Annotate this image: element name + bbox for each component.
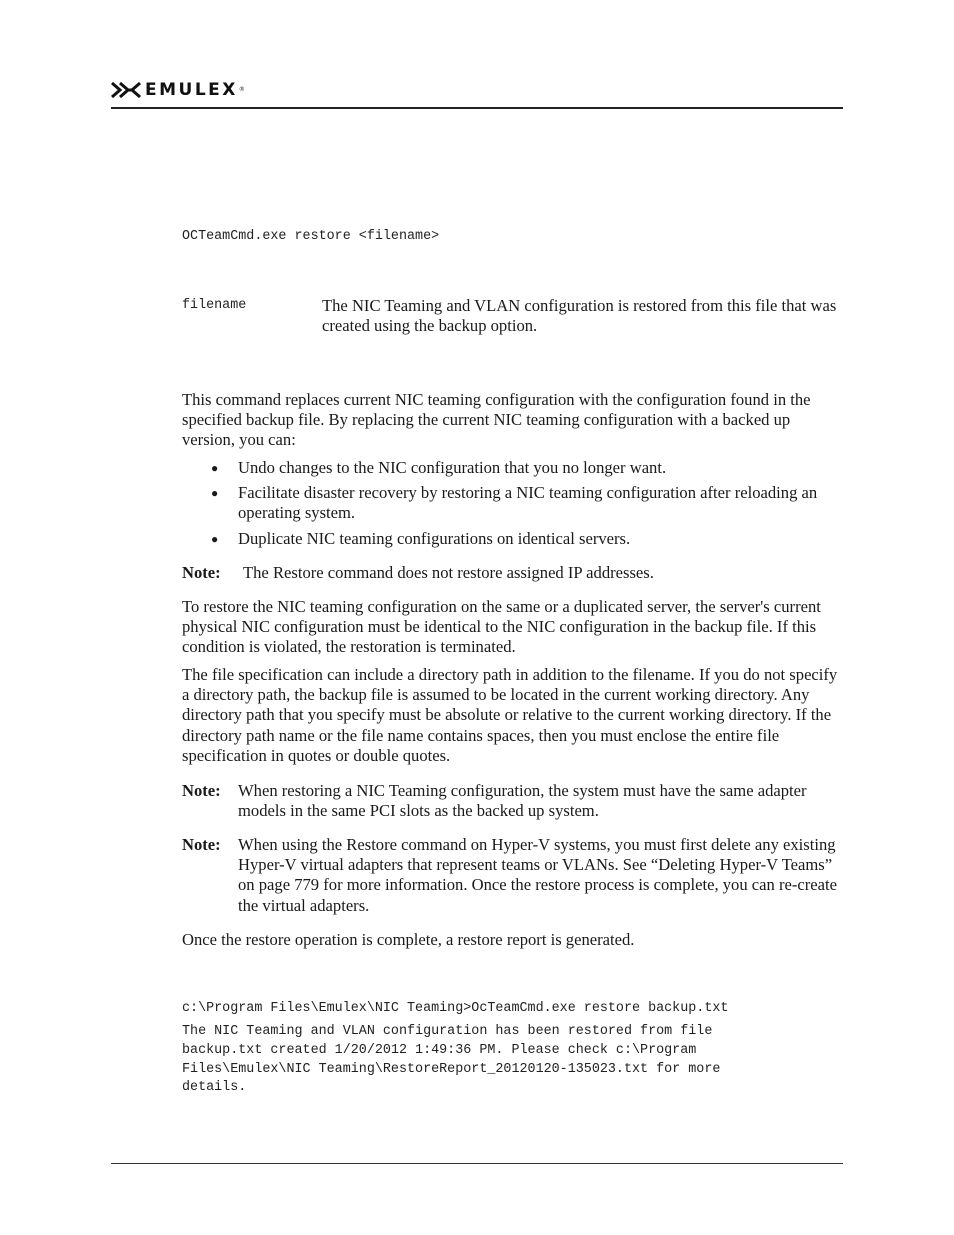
bullet-icon: ● (211, 531, 219, 546)
footer-rule (111, 1163, 843, 1164)
note-hyper-v (182, 835, 852, 916)
example-output-line: details. (182, 1080, 247, 1095)
header-rule (111, 107, 843, 109)
note-label: Note: (182, 835, 221, 854)
note-text: When restoring a NIC Teaming configuration, the system must have the same adapter models in the same PCI slots as the backed up system. (238, 781, 807, 821)
bullet-icon: ● (211, 486, 219, 501)
note-text: When using the Restore command on Hyper-V systems, you must first delete any existing Hyper-V virtual adapters that represent teams or VLANs. See “Deleting Hyper-V Teams” on page 779 for more information. Once the restore process is complete, you can re-create the virtual adapters. (238, 835, 837, 915)
trademark-symbol: ® (238, 86, 245, 93)
list-item: ● Duplicate NIC teaming configurations on identical servers. (211, 528, 631, 548)
note-label: Note: (182, 781, 221, 800)
benefit-list (182, 458, 842, 554)
param-description: The NIC Teaming and VLAN configuration is restored from this file that was created using the backup option. (322, 296, 837, 336)
description-intro: This command replaces current NIC teaming configuration with the configuration found in the specified backup file. By replacing the current NIC teaming configuration with a backed up version, you can: (182, 390, 811, 450)
example-output-line: The NIC Teaming and VLAN configuration has been restored from file (182, 1024, 713, 1039)
list-item: ● Undo changes to the NIC configuration that you no longer want. (211, 458, 667, 477)
list-item: ● Facilitate disaster recovery by restoring a NIC teaming configuration after reloading an operating system. (211, 483, 818, 523)
note-adapter-models (182, 781, 852, 821)
brand-name: EMULEX (145, 80, 238, 100)
paragraph-identical-config: To restore the NIC teaming configuration on the same or a duplicated server, the server's current physical NIC configuration must be identical to the NIC configuration in the backup file. If this condition is violated, the restoration is terminated. (182, 597, 821, 657)
bullet-icon: ● (211, 461, 219, 475)
paragraph-file-specification: The file specification can include a directory path in addition to the filename. If you do not specify a directory path, the backup file is assumed to be located in the current working directory. Any directory path that you specify must be absolute or relative to the current working directory. If the directory path name or the file name contains spaces, then you must enclose the entire file specification in quotes or double quotes. (182, 665, 838, 765)
emulex-symbol-icon (111, 82, 141, 98)
example-command: c:\Program Files\Emulex\NIC Teaming>OcTeamCmd.exe restore backup.txt (182, 1001, 729, 1016)
note-ip-addresses (182, 563, 852, 583)
note-text: The Restore command does not restore assigned IP addresses. (243, 563, 654, 582)
paragraph-restore-report: Once the restore operation is complete, a restore report is generated. (182, 930, 635, 949)
example-output-line: Files\Emulex\NIC Teaming\RestoreReport_20120120-135023.txt for more (182, 1062, 721, 1077)
example-output-line: backup.txt created 1/20/2012 1:49:36 PM. Please check c:\Program (182, 1043, 697, 1058)
param-name: filename (182, 298, 247, 313)
syntax-command: OCTeamCmd.exe restore <filename> (182, 229, 440, 244)
note-label: Note: (182, 563, 221, 582)
emulex-logo (111, 80, 245, 100)
